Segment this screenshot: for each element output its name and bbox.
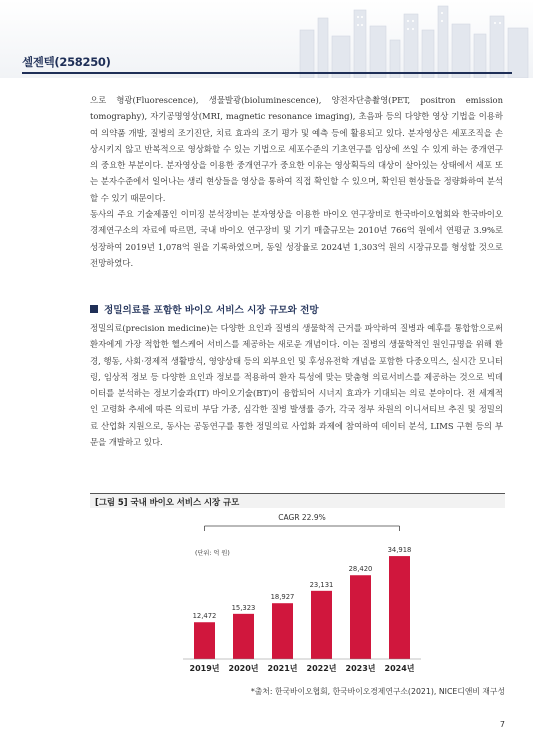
bar-value-label: 15,323	[231, 603, 256, 612]
bio-service-market-bar-chart	[90, 510, 505, 680]
paragraph-precision-medicine: 정밀의료(precision medicine)는 다양한 요인과 질병의 생물학적 근거를 파악하여 질병과 예후를 통합함으로써 환자에게 가장 적합한 헬스케어 서비스를 제공하는 새로운 개념이다. 이는 질병의 생물학적인 원인규명을 위해 환경, 행동, 사회·경제적 생활방식, 영양상태 등의 외부요인 및 후성유전학 개념을 포함한 다중오믹스, 실시간 모니터링, 임상적 정보 등 다양한 요인과 정보를 적용하여 환자 특성에 맞는 맞춤형 의료서비스를 제공하는 것으로 빅데이터를 분석하는 정보기술과(IT) 바이오기술(BT)이 융합되어 시너지 효과가 기대되는 의료 분야이다. 전 세계적인 고령화 추세에 따른 의료비 부담 가중, 심각한 질병 발생률 증가, 각국 정부 차원의 이니셔티브 추진 및 정밀의료 산업화 지원으로, 동사는 공동연구를 통한 정밀의료 사업화 과제에 참여하여 데이터 분석, LIMS 구현 등의 부문을 개발하고 있다.	[90, 323, 503, 448]
cagr-annotation: CAGR 22.9%	[278, 513, 326, 522]
intro-text-block	[90, 92, 503, 271]
x-tick-label: 2021년	[267, 664, 298, 673]
bar-value-label: 34,918	[387, 546, 412, 555]
section-heading	[90, 302, 503, 316]
x-tick-label: 2024년	[384, 664, 415, 673]
bar-value-label: 23,131	[309, 580, 334, 589]
figure-caption: [그림 5] 국내 바이오 서비스 시장 규모	[90, 493, 505, 508]
x-tick-label: 2023년	[345, 664, 376, 673]
bar-2024년	[389, 556, 410, 659]
page-number: 7	[499, 720, 505, 729]
x-tick-label: 2022년	[306, 664, 337, 673]
paragraph-imaging-equipment-market: 동사의 주요 기술제품인 이미징 분석장비는 분자영상을 이용한 바이오 연구장비로 한국바이오협회와 한국바이오경제연구소의 자료에 따르면, 국내 바이오 연구장비 및 기기 매출규모는 2010년 766억 원에서 연평균 3.9%로 성장하여 2019년 1,078억 원을 기록하였으며, 동일 성장율로 2024년 1,303억 원의 시장규모를 형성할 것으로 전망하였다.	[90, 209, 503, 268]
bar-value-label: 12,472	[192, 612, 217, 621]
paragraph-molecular-imaging: 으로 형광(Fluorescence), 생물발광(bioluminescence), 양전자단층촬영(PET, positron emission tomography), 자기공명영상(MRI, magnetic resonance imaging), 초음파 등의 다양한 영상 기법을 이용하여 의약품 개발, 질병의 조기진단, 치료 효과의 조기 평가 및 예측 등에 활용되고 있다. 분자영상은 세포조직을 손상시키지 않고 반복적으로 영상화할 수 있는 기법으로 세포수준의 기초연구를 임상에 쓰일 수 있게 하는 중개연구의 중요한 부분이다. 분자영상을 이용한 중개연구가 중요한 이유는 영상획득의 대상이 살아있는 상태에서 세포 또는 분자수준에서 일어나는 생리 현상들을 영상을 통하여 직접 확인할 수 있으며, 확인된 현상들을 정량화하여 분석할 수 있기 때문이다.	[90, 95, 503, 203]
unit-label: (단위: 억 원)	[195, 550, 230, 557]
company-name-label: 셀젠텍(258250)	[22, 55, 111, 69]
bar-2019년	[194, 622, 215, 659]
x-tick-label: 2019년	[189, 664, 220, 673]
bar-2020년	[233, 614, 254, 659]
bar-2021년	[272, 603, 293, 659]
precision-medicine-text-block	[90, 320, 503, 450]
page-header	[0, 0, 533, 78]
section-heading-text: 정밀의료를 포함한 바이오 서비스 시장 규모와 전망	[104, 305, 319, 316]
bar-2023년	[350, 575, 371, 659]
bar-value-label: 18,927	[270, 593, 295, 602]
square-bullet-icon	[90, 305, 98, 313]
x-tick-label: 2020년	[228, 664, 259, 673]
header-divider	[22, 72, 512, 74]
bar-2022년	[311, 591, 332, 659]
source-note: *출처: 한국바이오협회, 한국바이오경제연구소(2021), NICE디앤비 재구성	[250, 687, 505, 696]
bar-value-label: 28,420	[348, 565, 373, 574]
